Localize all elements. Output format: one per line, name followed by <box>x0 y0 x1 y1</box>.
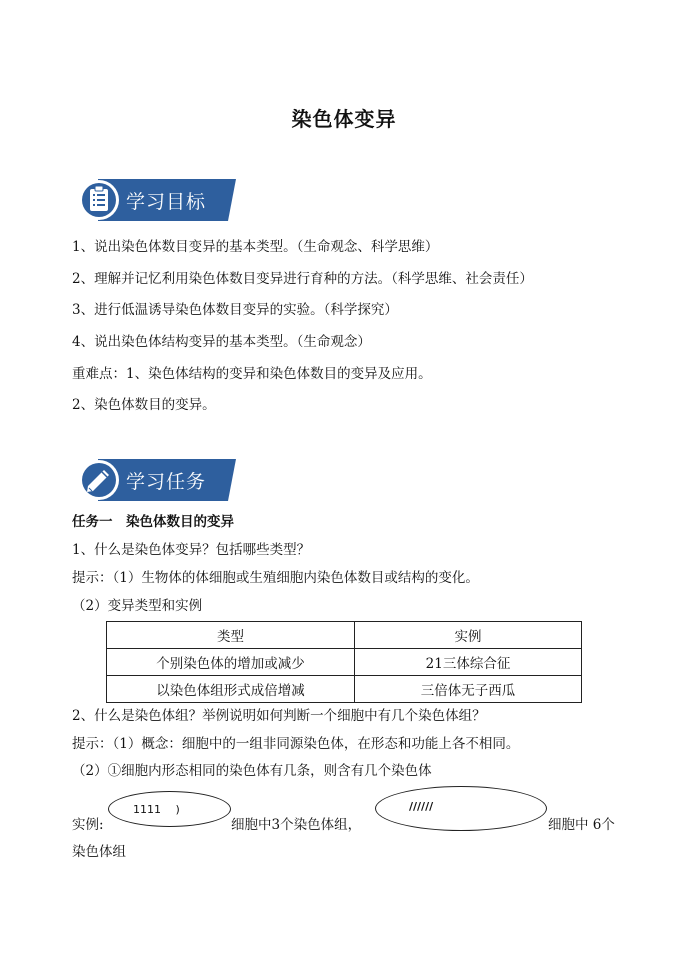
task-title: 任务一 染色体数目的变异 <box>72 514 234 530</box>
key-points: 重难点：1、染色体结构的变异和染色体数目的变异及应用。 <box>72 366 432 382</box>
goal-item-4: 4、说出染色体结构变异的基本类型。（生命观念） <box>72 334 371 350</box>
banner-label: 学习目标 <box>126 191 207 213</box>
hint-2b: （2）①细胞内形态相同的染色体有几条，则含有几个染色体 <box>72 763 432 779</box>
table-cell: 21三体综合征 <box>355 649 582 676</box>
cell-diagram-2-label: ////// <box>409 800 434 813</box>
table-cell: 三倍体无子西瓜 <box>355 676 582 703</box>
section-banner-learning-goals <box>78 179 236 221</box>
cell-diagram-2 <box>375 786 547 831</box>
section-banner-learning-tasks <box>78 459 236 501</box>
table-header-row <box>107 622 582 649</box>
hint-1b: （2）变异类型和实例 <box>72 598 203 614</box>
question-2: 2、什么是染色体组？举例说明如何判断一个细胞中有几个染色体组？ <box>72 708 486 724</box>
banner-label: 学习任务 <box>126 471 207 493</box>
example-text-2: 细胞中 6个 <box>548 817 615 833</box>
goal-item-2: 2、理解并记忆利用染色体数目变异进行育种的方法。（科学思维、社会责任） <box>72 271 533 287</box>
table-header: 类型 <box>107 622 355 649</box>
page-title: 染色体变异 <box>291 107 397 131</box>
table-cell: 以染色体组形式成倍增减 <box>107 676 355 703</box>
hint-2: 提示：（1）概念：细胞中的一组非同源染色体，在形态和功能上各不相同。 <box>72 736 520 752</box>
question-1: 1、什么是染色体变异？包括哪些类型？ <box>72 542 311 558</box>
key-points-2: 2、染色体数目的变异。 <box>72 397 216 413</box>
example-label: 实例: <box>72 817 104 833</box>
table-row <box>107 676 582 703</box>
cell-diagram-1-label: 1111 ) <box>133 803 180 816</box>
example-text-3: 染色体组 <box>72 844 126 860</box>
goal-item-1: 1、说出染色体数目变异的基本类型。（生命观念、科学思维） <box>72 239 439 255</box>
variation-types-table <box>106 621 582 703</box>
example-text-1: 细胞中3个染色体组， <box>231 817 362 833</box>
table-row <box>107 649 582 676</box>
hint-1: 提示：（1）生物体的体细胞或生殖细胞内染色体数目或结构的变化。 <box>72 570 479 586</box>
goal-item-3: 3、进行低温诱导染色体数目变异的实验。（科学探究） <box>72 302 398 318</box>
table-cell: 个别染色体的增加或减少 <box>107 649 355 676</box>
table-header: 实例 <box>355 622 582 649</box>
